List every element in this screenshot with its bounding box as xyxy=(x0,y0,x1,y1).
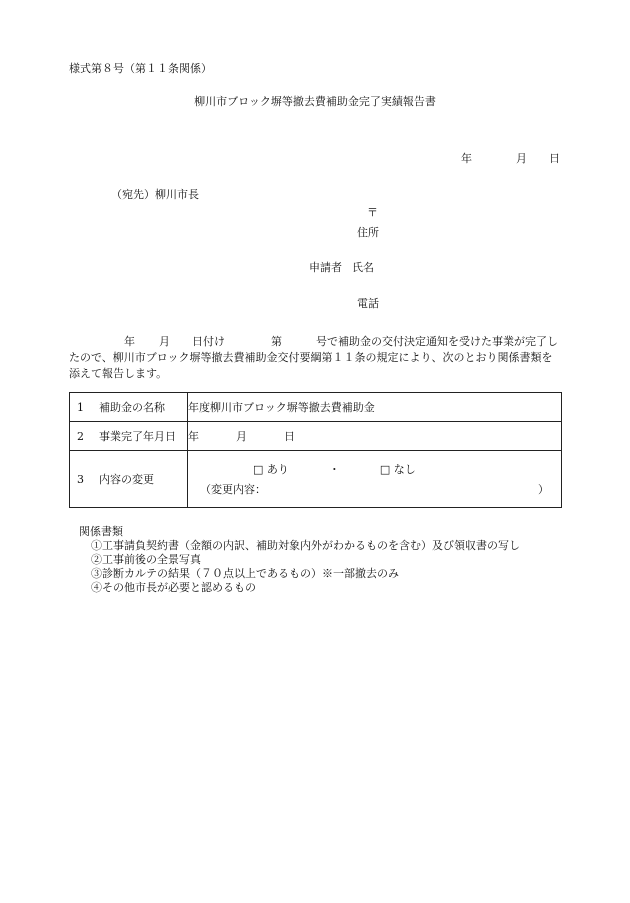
row-number: 3 xyxy=(77,472,84,486)
list-item: ③診断カルテの結果（７０点以上であるもの）※一部撤去のみ xyxy=(91,567,399,580)
report-date xyxy=(461,153,560,164)
page-title: 柳川市ブロック塀等撤去費補助金完了実績報告書 xyxy=(194,95,436,108)
related-documents xyxy=(79,525,520,595)
table-row xyxy=(70,422,562,451)
option-separator: ・ xyxy=(328,462,340,476)
body-year: 年 xyxy=(124,335,135,348)
body-dated: 日付け xyxy=(192,335,225,348)
change-detail-label: （変更内容： xyxy=(200,482,266,496)
body-dai: 第 xyxy=(271,335,282,348)
option-no-checkbox[interactable]: □ なし xyxy=(379,462,416,476)
postal-mark: 〒 xyxy=(367,206,378,219)
row-number: 2 xyxy=(77,429,84,443)
body-month: 月 xyxy=(159,335,170,348)
report-body xyxy=(69,334,563,382)
completion-day: 日 xyxy=(284,429,295,443)
applicant-role-label: 申請者 xyxy=(309,261,342,274)
date-month-label: 月 xyxy=(516,152,527,165)
address-label: 住所 xyxy=(357,226,379,239)
row-label xyxy=(70,393,188,422)
subsidy-name-value: 年度柳川市ブロック塀等撤去費補助金 xyxy=(188,393,562,422)
form-number: 様式第８号（第１１条関係） xyxy=(69,62,212,75)
addressee: （宛先）柳川市長 xyxy=(111,188,199,201)
applicant-line xyxy=(309,262,374,273)
completion-date-field xyxy=(188,422,562,451)
change-detail-close: ） xyxy=(538,482,549,496)
table-row xyxy=(70,393,562,422)
row-label-text: 事業完了年月日 xyxy=(99,429,176,443)
documents-heading: 関係書類 xyxy=(79,525,123,538)
list-item: ②工事前後の全景写真 xyxy=(91,553,201,566)
report-table xyxy=(69,392,562,508)
row-label-text: 内容の変更 xyxy=(99,472,154,486)
row-label xyxy=(70,422,188,451)
completion-year: 年 xyxy=(188,429,199,443)
row-label xyxy=(70,451,188,508)
list-item: ④その他市長が必要と認めるもの xyxy=(91,581,256,594)
change-field xyxy=(188,451,562,508)
row-number: 1 xyxy=(77,400,84,414)
completion-month: 月 xyxy=(236,429,247,443)
table-row xyxy=(70,451,562,508)
row-label-text: 補助金の名称 xyxy=(99,400,165,414)
phone-label: 電話 xyxy=(357,297,379,310)
option-yes-checkbox[interactable]: □ あり xyxy=(253,462,289,476)
date-day-label: 日 xyxy=(549,152,560,165)
list-item: ①工事請負契約書（金額の内訳、補助対象内外がわかるものを含む）及び領収書の写し xyxy=(91,539,520,552)
applicant-name-label: 氏名 xyxy=(352,261,374,274)
body-text: 号で補助金の交付決定通知を受けた事業が完了したので、柳川市ブロック塀等撤去費補助金交付要綱第１１条の規定により、次のとおり関係書類を添えて報告します。 xyxy=(69,335,558,380)
date-year-label: 年 xyxy=(461,152,472,165)
